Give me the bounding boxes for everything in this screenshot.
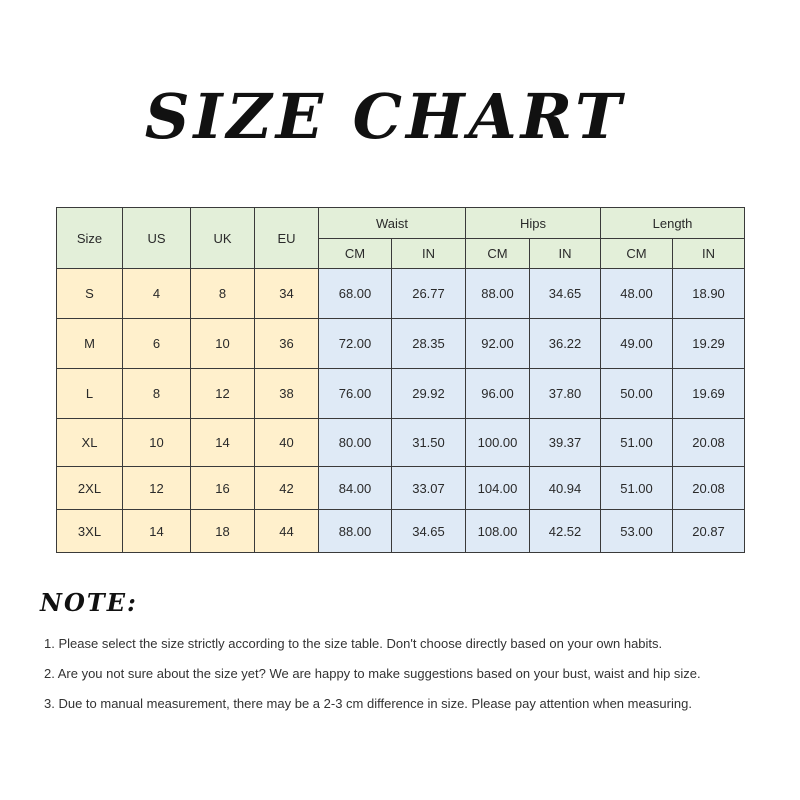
cell-length-cm: 50.00 [601, 369, 673, 419]
cell-size: XL [57, 419, 123, 467]
cell-us: 4 [123, 269, 191, 319]
cell-length-in: 18.90 [673, 269, 745, 319]
header-hips: Hips [466, 208, 601, 239]
cell-eu: 36 [255, 319, 319, 369]
cell-length-in: 19.69 [673, 369, 745, 419]
cell-hips-in: 42.52 [530, 510, 601, 553]
header-size: Size [57, 208, 123, 269]
cell-size: S [57, 269, 123, 319]
cell-hips-cm: 100.00 [466, 419, 530, 467]
table-row [57, 419, 745, 467]
cell-hips-in: 37.80 [530, 369, 601, 419]
header-waist-cm: CM [319, 239, 392, 269]
header-hips-cm: CM [466, 239, 530, 269]
size-table [56, 207, 745, 553]
table-row [57, 369, 745, 419]
header-us: US [123, 208, 191, 269]
cell-size: L [57, 369, 123, 419]
header-uk: UK [191, 208, 255, 269]
note-item: 1. Please select the size strictly according to the size table. Don't choose directly based on your own habits. [44, 636, 663, 651]
cell-waist-in: 26.77 [392, 269, 466, 319]
cell-us: 14 [123, 510, 191, 553]
cell-waist-in: 29.92 [392, 369, 466, 419]
cell-us: 8 [123, 369, 191, 419]
cell-uk: 18 [191, 510, 255, 553]
header-length: Length [601, 208, 745, 239]
cell-hips-in: 39.37 [530, 419, 601, 467]
cell-size: 3XL [57, 510, 123, 553]
table-row [57, 467, 745, 510]
table-row [57, 269, 745, 319]
cell-us: 6 [123, 319, 191, 369]
cell-hips-cm: 104.00 [466, 467, 530, 510]
cell-hips-cm: 88.00 [466, 269, 530, 319]
cell-waist-in: 34.65 [392, 510, 466, 553]
cell-eu: 40 [255, 419, 319, 467]
cell-length-cm: 53.00 [601, 510, 673, 553]
header-length-in: IN [673, 239, 745, 269]
cell-us: 12 [123, 467, 191, 510]
cell-length-cm: 51.00 [601, 419, 673, 467]
cell-hips-in: 34.65 [530, 269, 601, 319]
cell-uk: 14 [191, 419, 255, 467]
cell-waist-in: 33.07 [392, 467, 466, 510]
cell-eu: 42 [255, 467, 319, 510]
header-length-cm: CM [601, 239, 673, 269]
cell-waist-in: 28.35 [392, 319, 466, 369]
cell-uk: 12 [191, 369, 255, 419]
header-hips-in: IN [530, 239, 601, 269]
cell-uk: 16 [191, 467, 255, 510]
cell-hips-cm: 108.00 [466, 510, 530, 553]
cell-eu: 38 [255, 369, 319, 419]
cell-length-cm: 49.00 [601, 319, 673, 369]
header-waist-in: IN [392, 239, 466, 269]
header-eu: EU [255, 208, 319, 269]
note-title: NOTE: [40, 588, 138, 617]
cell-waist-cm: 84.00 [319, 467, 392, 510]
cell-waist-cm: 76.00 [319, 369, 392, 419]
cell-length-in: 19.29 [673, 319, 745, 369]
cell-eu: 34 [255, 269, 319, 319]
cell-uk: 10 [191, 319, 255, 369]
cell-uk: 8 [191, 269, 255, 319]
cell-hips-cm: 96.00 [466, 369, 530, 419]
cell-waist-in: 31.50 [392, 419, 466, 467]
page-title: SIZE CHART [144, 80, 626, 153]
cell-length-cm: 48.00 [601, 269, 673, 319]
cell-waist-cm: 80.00 [319, 419, 392, 467]
note-list [44, 636, 784, 726]
cell-length-in: 20.08 [673, 467, 745, 510]
cell-size: 2XL [57, 467, 123, 510]
cell-waist-cm: 88.00 [319, 510, 392, 553]
table-row [57, 510, 745, 553]
cell-us: 10 [123, 419, 191, 467]
cell-length-in: 20.08 [673, 419, 745, 467]
header-waist: Waist [319, 208, 466, 239]
cell-length-cm: 51.00 [601, 467, 673, 510]
cell-waist-cm: 68.00 [319, 269, 392, 319]
cell-hips-in: 36.22 [530, 319, 601, 369]
note-item: 3. Due to manual measurement, there may be a 2-3 cm difference in size. Please pay attention when measuring. [44, 696, 692, 711]
cell-eu: 44 [255, 510, 319, 553]
cell-hips-cm: 92.00 [466, 319, 530, 369]
cell-waist-cm: 72.00 [319, 319, 392, 369]
cell-length-in: 20.87 [673, 510, 745, 553]
table-row [57, 319, 745, 369]
note-item: 2. Are you not sure about the size yet? We are happy to make suggestions based on your bust, waist and hip size. [44, 666, 701, 681]
cell-size: M [57, 319, 123, 369]
cell-hips-in: 40.94 [530, 467, 601, 510]
